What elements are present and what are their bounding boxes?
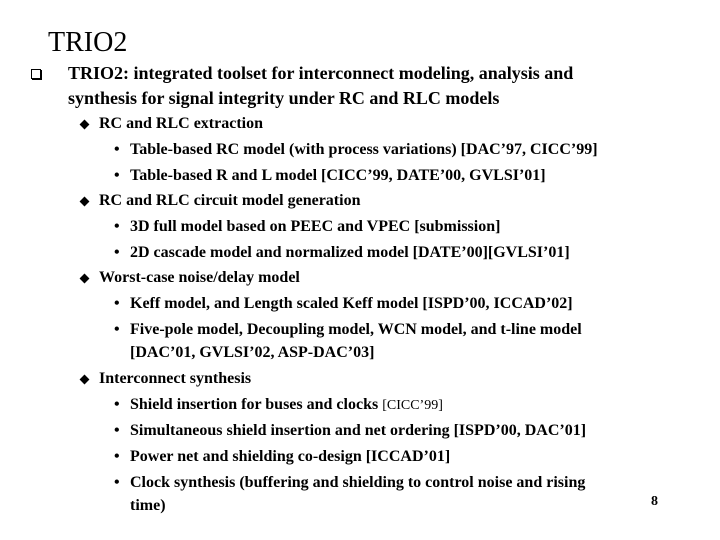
list-item: Power net and shielding co-design [ICCAD’01] xyxy=(130,448,451,465)
bullet-dot: • xyxy=(114,422,120,439)
section-heading-extraction: RC and RLC extraction xyxy=(99,115,263,132)
list-item-continuation: [DAC’01, GVLSI’02, ASP-DAC’03] xyxy=(130,344,375,361)
list-item: Keff model, and Length scaled Keff model [ISPD’00, ICCAD’02] xyxy=(130,295,573,312)
main-bullet-line-1: TRIO2: integrated toolset for interconnect modeling, analysis and xyxy=(68,63,574,83)
section-heading-worst-case: Worst-case noise/delay model xyxy=(99,269,300,286)
citation: [CICC’99] xyxy=(382,398,443,413)
diamond-bullet-icon xyxy=(80,197,90,207)
bullet-dot: • xyxy=(114,167,120,184)
bullet-dot: • xyxy=(114,474,120,491)
square-bullet-icon xyxy=(31,69,41,79)
list-item: Table-based RC model (with process variations) [DAC’97, CICC’99] xyxy=(130,141,598,158)
diamond-bullet-icon xyxy=(80,120,90,130)
bullet-dot: • xyxy=(114,396,120,413)
bullet-dot: • xyxy=(114,295,120,312)
main-bullet-line-2: synthesis for signal integrity under RC and RLC models xyxy=(68,88,500,108)
bullet-dot: • xyxy=(114,244,120,261)
slide-title: TRIO2 xyxy=(48,27,128,58)
bullet-dot: • xyxy=(114,141,120,158)
diamond-bullet-icon xyxy=(80,375,90,385)
list-item xyxy=(130,394,443,417)
list-item-continuation: time) xyxy=(130,497,166,514)
list-item: Clock synthesis (buffering and shielding to control noise and rising xyxy=(130,474,586,491)
list-item: Simultaneous shield insertion and net ordering [ISPD’00, DAC’01] xyxy=(130,422,587,439)
bullet-dot: • xyxy=(114,321,120,338)
page-number: 8 xyxy=(651,494,658,509)
bullet-dot: • xyxy=(114,448,120,465)
list-item: Five-pole model, Decoupling model, WCN model, and t-line model xyxy=(130,321,582,338)
section-heading-synthesis: Interconnect synthesis xyxy=(99,370,252,387)
list-item: 3D full model based on PEEC and VPEC [submission] xyxy=(130,218,501,235)
list-item-text: Shield insertion for buses and clocks xyxy=(130,396,379,413)
list-item: Table-based R and L model [CICC’99, DATE’00, GVLSI’01] xyxy=(130,167,546,184)
section-heading-circuit-model: RC and RLC circuit model generation xyxy=(99,192,361,209)
list-item: 2D cascade model and normalized model [DATE’00][GVLSI’01] xyxy=(130,244,570,261)
diamond-bullet-icon xyxy=(80,274,90,284)
bullet-dot: • xyxy=(114,218,120,235)
